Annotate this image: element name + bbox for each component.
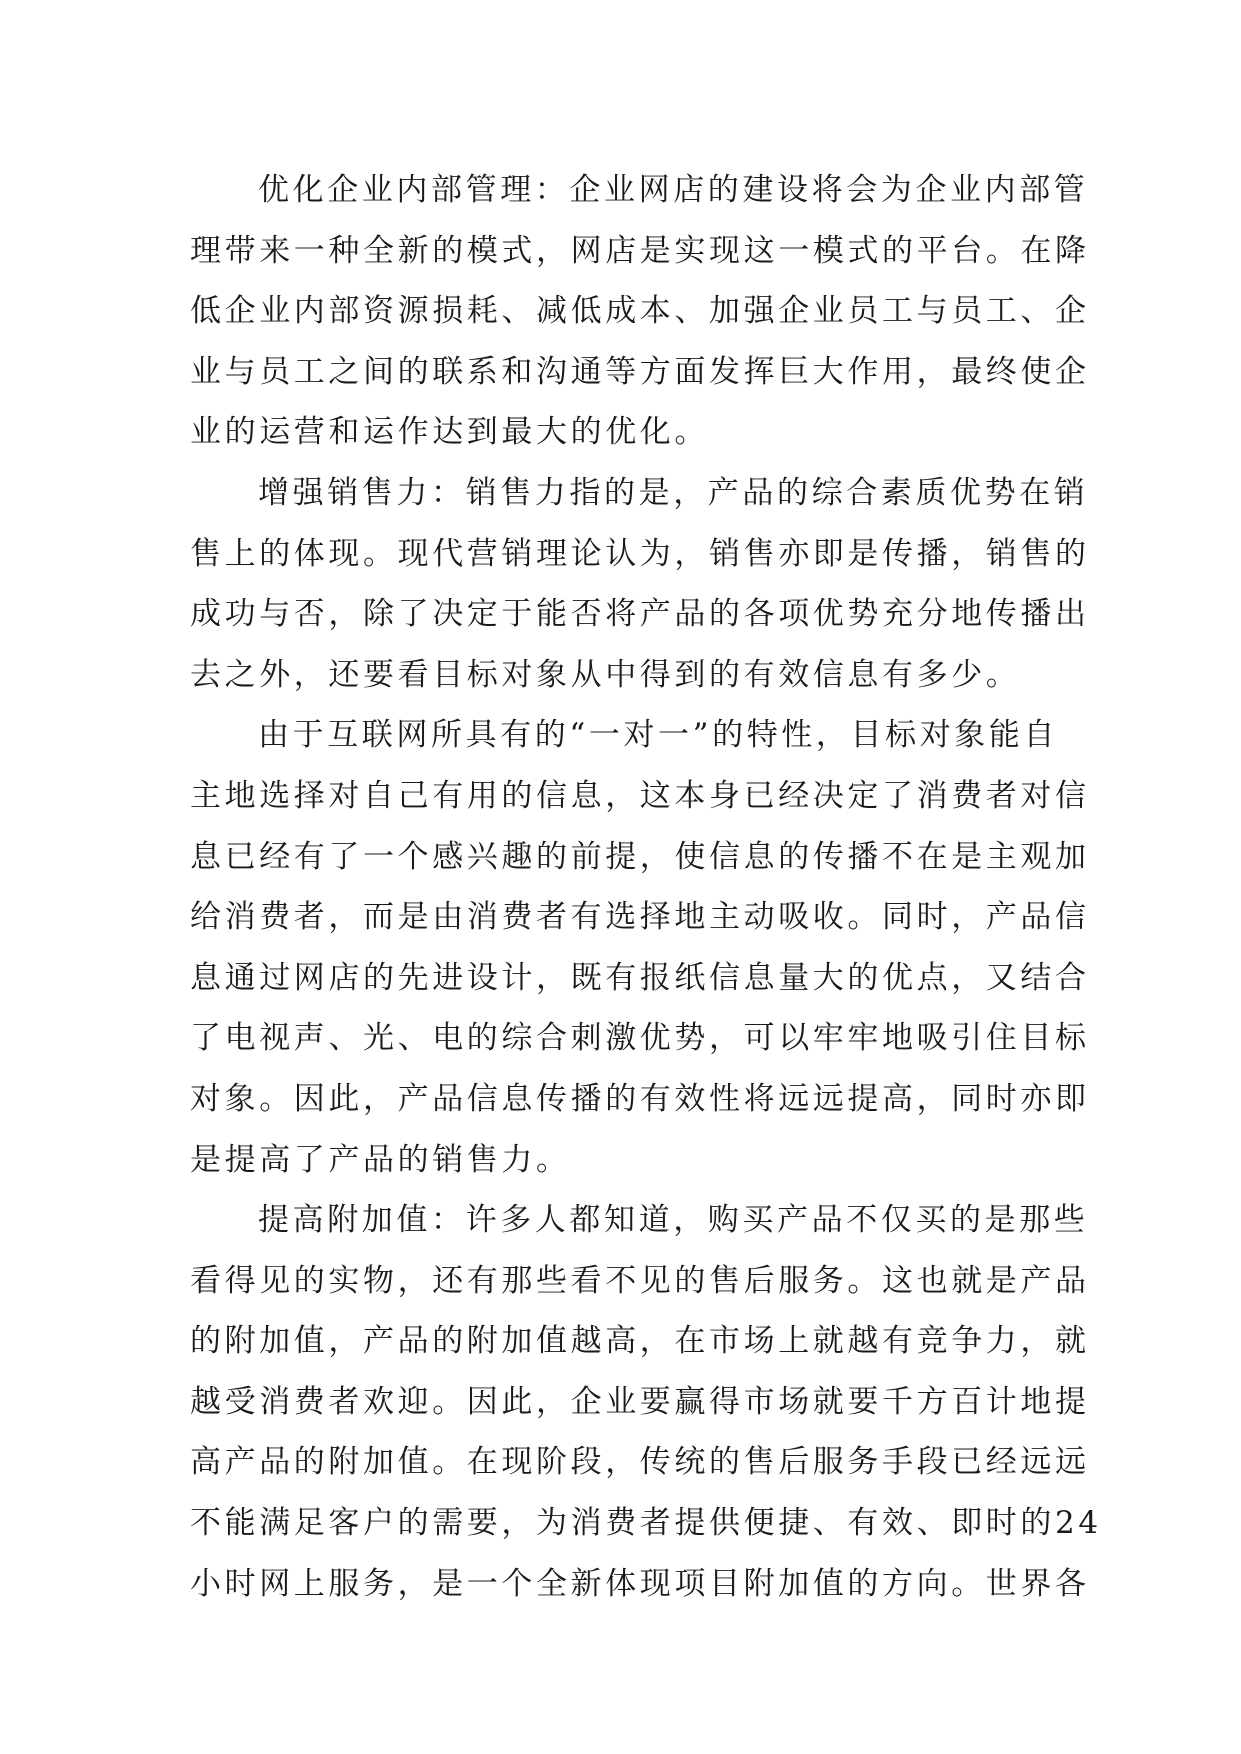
text-line: 成功与否，除了决定于能否将产品的各项优势充分地传播出 — [190, 596, 1090, 633]
text-line: 增强销售力：销售力指的是，产品的综合素质优势在销 — [258, 474, 1089, 511]
text-line: 优化企业内部管理：企业网店的建设将会为企业内部管 — [258, 172, 1089, 208]
text-line: 的附加值，产品的附加值越高，在市场上就越有竞争力，就 — [190, 1323, 1090, 1360]
text-line: 提高附加值：许多人都知道，购买产品不仅买的是那些 — [258, 1202, 1089, 1239]
text-line: 理带来一种全新的模式，网店是实现这一模式的平台。在降 — [190, 232, 1090, 269]
text-line: 不能满足客户的需要，为消费者提供便捷、有效、即时的24 — [190, 1505, 1102, 1542]
text-line: 业与员工之间的联系和沟通等方面发挥巨大作用，最终使企 — [190, 353, 1090, 390]
paragraph-one-to-one — [190, 705, 1090, 1190]
text-line: 越受消费者欢迎。因此，企业要赢得市场就要千方百计地提 — [190, 1383, 1090, 1420]
text-line: 息通过网店的先进设计，既有报纸信息量大的优点，又结合 — [190, 959, 1090, 996]
text-line: 业的运营和运作达到最大的优化。 — [190, 414, 709, 451]
text-line: 去之外，还要看目标对象从中得到的有效信息有多少。 — [190, 656, 1021, 693]
text-line: 是提高了产品的销售力。 — [190, 1141, 571, 1178]
paragraph-internal-management — [190, 160, 1090, 463]
text-line: 看得见的实物，还有那些看不见的售后服务。这也就是产品 — [190, 1262, 1090, 1299]
text-line: 主地选择对自己有用的信息，这本身已经决定了消费者对信 — [190, 777, 1090, 814]
paragraph-added-value — [190, 1190, 1102, 1614]
text-line: 售上的体现。现代营销理论认为，销售亦即是传播，销售的 — [190, 535, 1090, 572]
text-line: 低企业内部资源损耗、减低成本、加强企业员工与员工、企 — [190, 293, 1090, 330]
text-line: 小时网上服务，是一个全新体现项目附加值的方向。世界各 — [190, 1565, 1090, 1602]
text-line: 由于互联网所具有的“一对一”的特性，目标对象能自 — [258, 717, 1059, 754]
text-line: 息已经有了一个感兴趣的前提，使信息的传播不在是主观加 — [190, 838, 1090, 875]
text-line: 了电视声、光、电的综合刺激优势，可以牢牢地吸引住目标 — [190, 1020, 1090, 1057]
document-page — [190, 160, 1102, 1614]
text-line: 对象。因此，产品信息传播的有效性将远远提高，同时亦即 — [190, 1080, 1090, 1117]
paragraph-sales-power — [190, 463, 1090, 705]
text-line: 高产品的附加值。在现阶段，传统的售后服务手段已经远远 — [190, 1444, 1090, 1481]
text-line: 给消费者，而是由消费者有选择地主动吸收。同时，产品信 — [190, 899, 1090, 936]
